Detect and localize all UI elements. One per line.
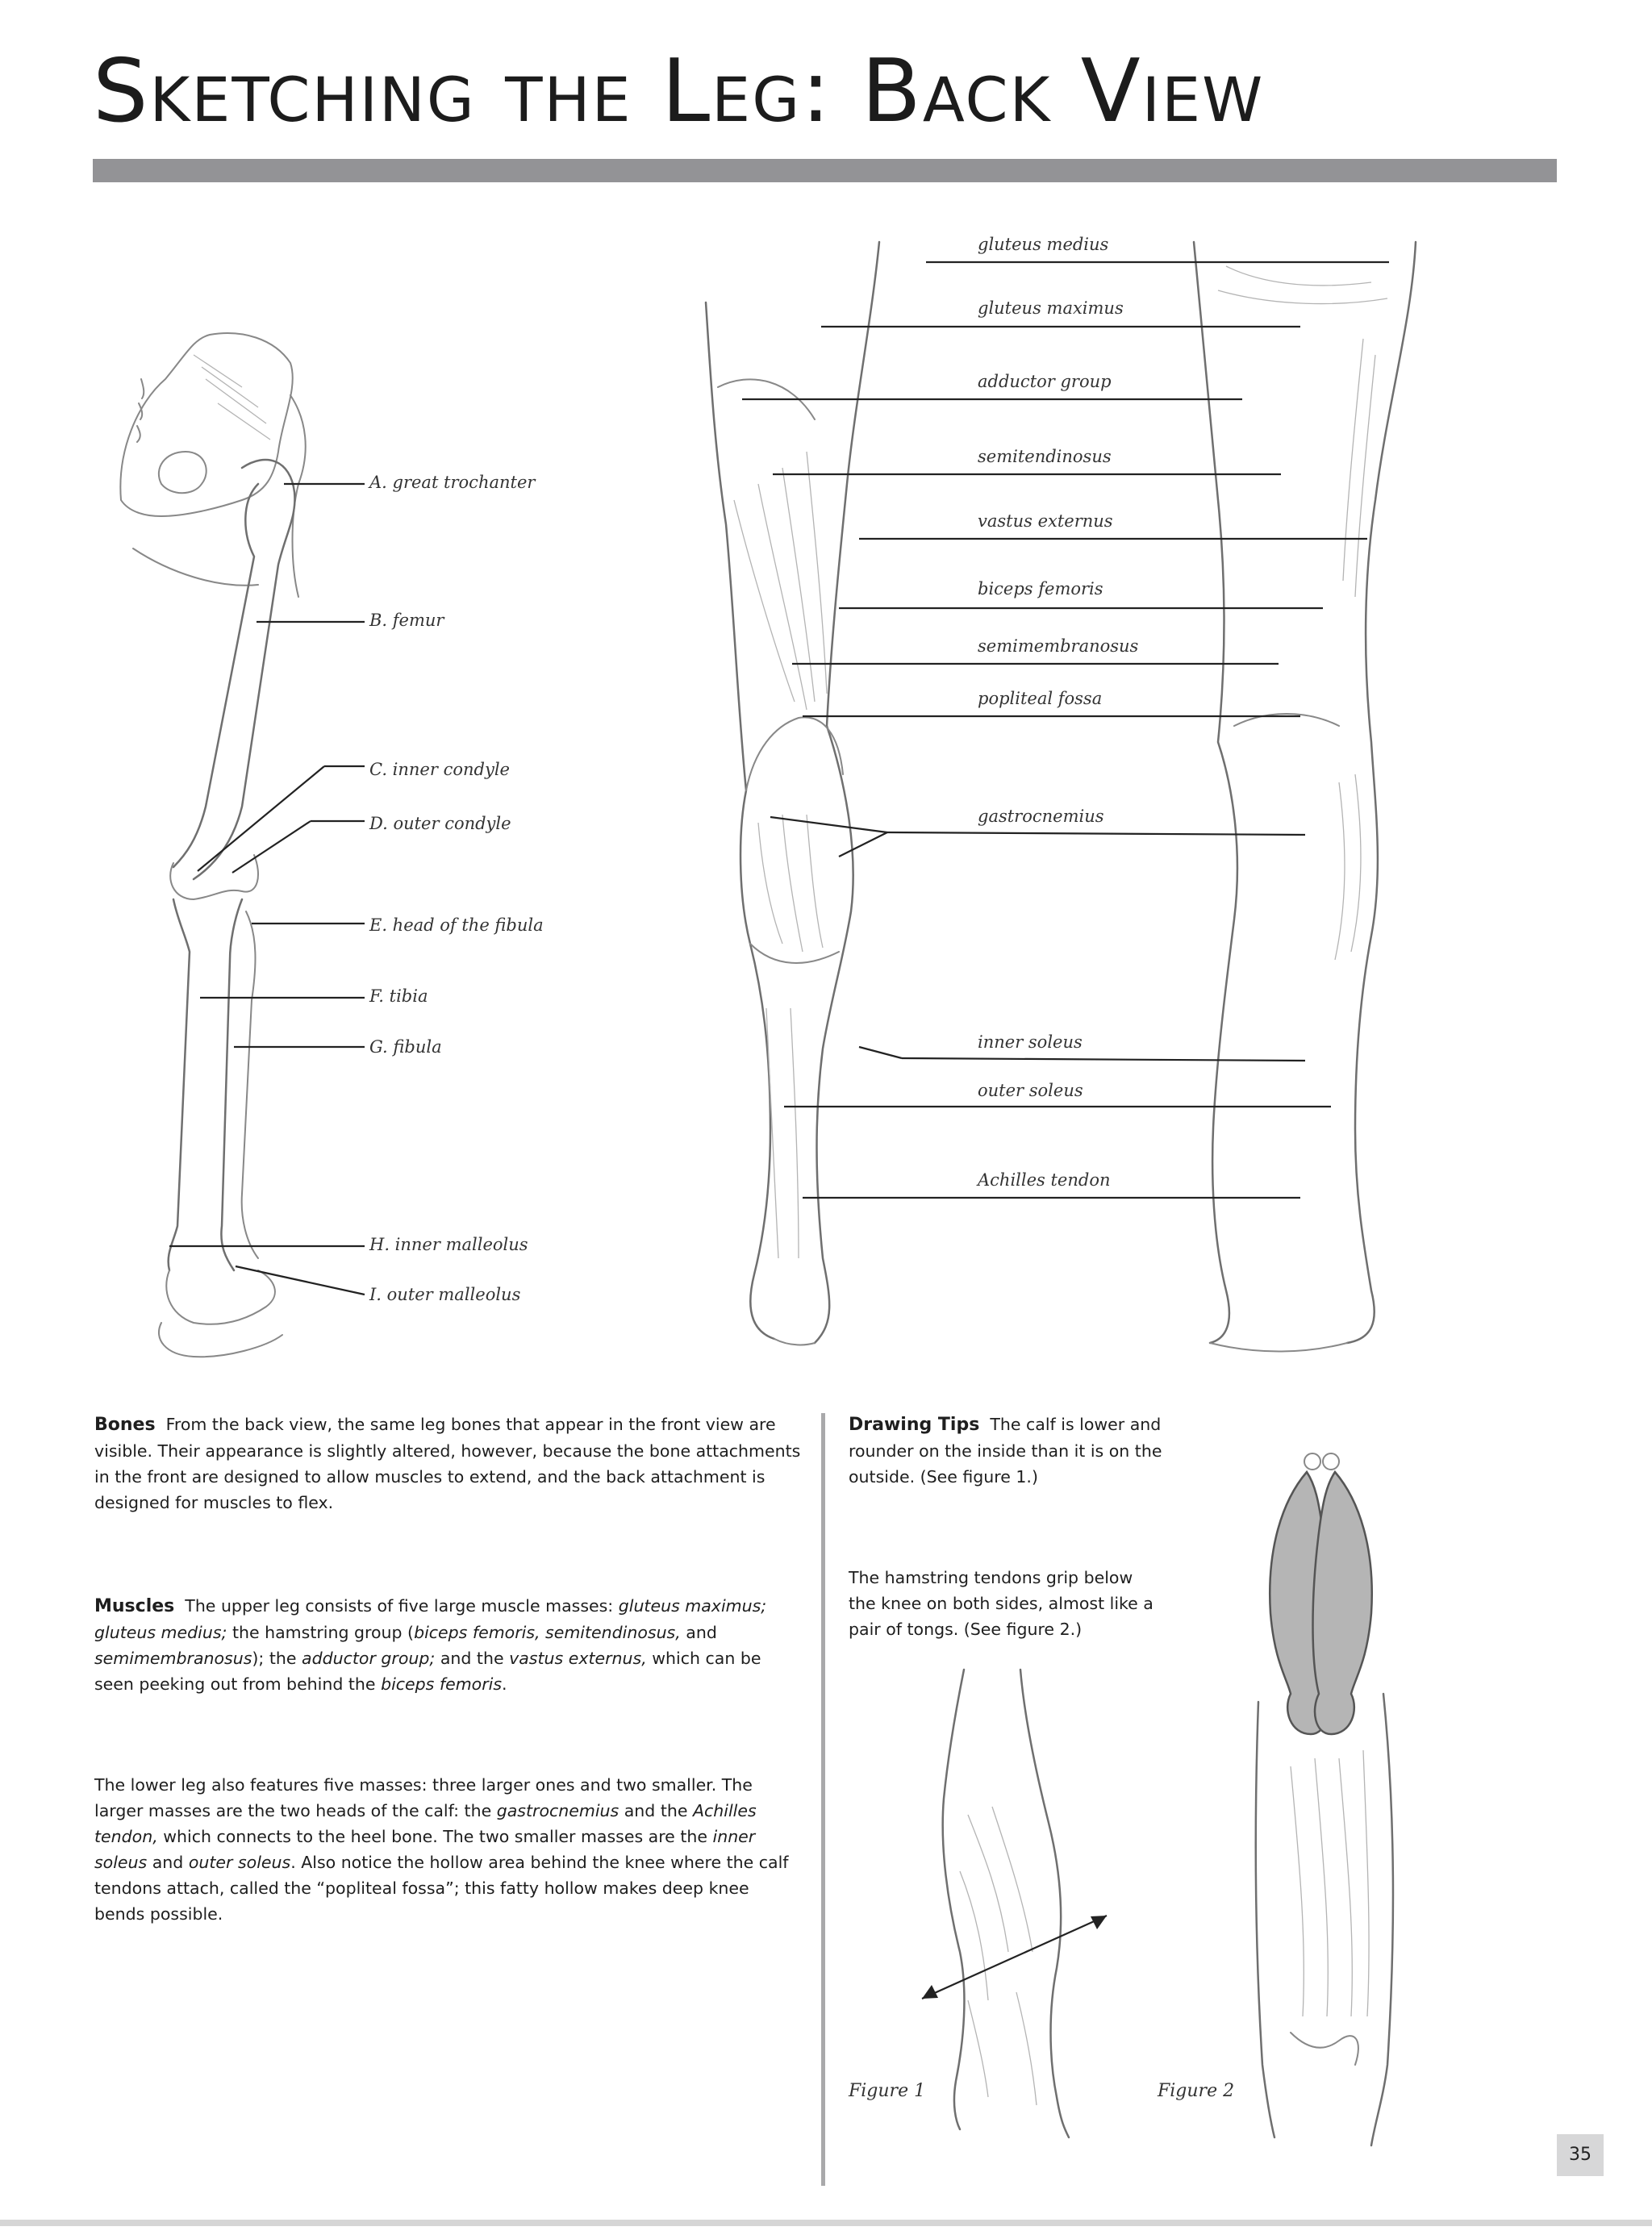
label-gluteus-medius: gluteus medius [978,235,1109,254]
muscles-italic-6: biceps femoris [381,1674,503,1694]
bones-text: From the back view, the same leg bones that appear in the front view are visible. Their appearance is slightly altered, however, because the bone attachments in the front are designed to allow muscles to extend, and the back attachment is designed for muscles to flex. [94,1415,801,1512]
lower-leg-text-1: The lower leg also features five masses: three larger ones and two smaller. The larger masses are the two heads of the calf: the [94,1775,753,1820]
lower-leg-italic-4: outer soleus [188,1853,291,1872]
label-great-trochanter: A. great trochanter [369,473,536,492]
page-number: 35 [1569,2145,1592,2165]
footer-rule [0,2220,1652,2226]
muscles-text-8: . [502,1674,507,1694]
label-semitendinosus: semitendinosus [978,447,1112,466]
figure2-caption: Figure 2 [1158,2081,1235,2101]
label-fibula: G. fibula [369,1037,442,1057]
figure1-caption: Figure 1 [849,2081,926,2101]
muscles-text-1: The upper leg consists of five large muscle masses: [185,1596,614,1616]
drawing-tips-heading: Drawing Tips [849,1415,980,1435]
label-popliteal-fossa: popliteal fossa [978,689,1103,708]
drawing-tips-text: The calf is lower and rounder on the inside than it is on the outside. (See figure 1.) [849,1415,1162,1487]
lower-leg-text-3: which connects to the heel bone. The two smaller masses are the [163,1827,707,1846]
lower-leg-text-2: and the [624,1801,688,1820]
label-inner-soleus: inner soleus [978,1032,1083,1052]
lower-leg-text-4: and [152,1853,184,1872]
muscles-italic-3: semimembranosus [94,1649,252,1668]
label-tibia: F. tibia [369,986,428,1006]
muscles-text-4: ); [252,1649,265,1668]
lower-leg-text-5: . Also notice the hollow area behind the knee where the calf tendons attach, called the “popliteal fossa”; this fatty hollow makes deep knee bends possible. [94,1853,789,1924]
lower-leg-italic-3: inner soleus [94,1827,756,1872]
figure1-arrow-icon [922,1916,1107,1999]
muscles-italic-5: vastus externus, [509,1649,647,1668]
label-semimembranosus: semimembranosus [978,636,1139,656]
muscles-text-3: and [686,1623,717,1642]
label-head-of-fibula: E. head of the fibula [369,915,544,935]
label-outer-condyle: D. outer condyle [369,814,511,833]
label-adductor-group: adductor group [978,372,1112,391]
muscles-text-7: which can be seen peeking out from behind the [94,1649,761,1694]
label-inner-condyle: C. inner condyle [369,760,510,779]
label-gastrocnemius: gastrocnemius [978,807,1104,826]
muscles-italic-1: gluteus maximus; gluteus medius; [94,1596,767,1642]
label-outer-soleus: outer soleus [978,1081,1083,1100]
label-vastus-externus: vastus externus [978,511,1113,531]
muscles-text-5: the [269,1649,297,1668]
label-femur: B. femur [369,611,444,630]
muscles-italic-2: biceps femoris, semitendinosus, [414,1623,681,1642]
hamstring-tip-text: The hamstring tendons grip below the knee on both sides, almost like a pair of tongs. (See figure 2.) [849,1568,1153,1639]
label-biceps-femoris: biceps femoris [978,579,1103,598]
label-gluteus-maximus: gluteus maximus [978,298,1124,318]
muscles-italic-4: adductor group; [302,1649,436,1668]
figure1-calf-sketch [943,1670,1069,2137]
bones-heading: Bones [94,1415,156,1435]
lower-leg-italic-1: gastrocnemius [496,1801,620,1820]
page-title: Sketching the Leg: Back View [93,41,1265,142]
label-achilles-tendon: Achilles tendon [978,1170,1111,1190]
muscles-text-2: the hamstring group ( [232,1623,415,1642]
lower-leg-italic-2: Achilles tendon, [94,1801,757,1846]
muscles-text-6: and the [440,1649,504,1668]
label-inner-malleolus: H. inner malleolus [369,1235,528,1254]
muscles-heading: Muscles [94,1596,175,1616]
figure2-tongs-sketch [1256,1453,1393,2145]
label-outer-malleolus: I. outer malleolus [369,1285,521,1304]
